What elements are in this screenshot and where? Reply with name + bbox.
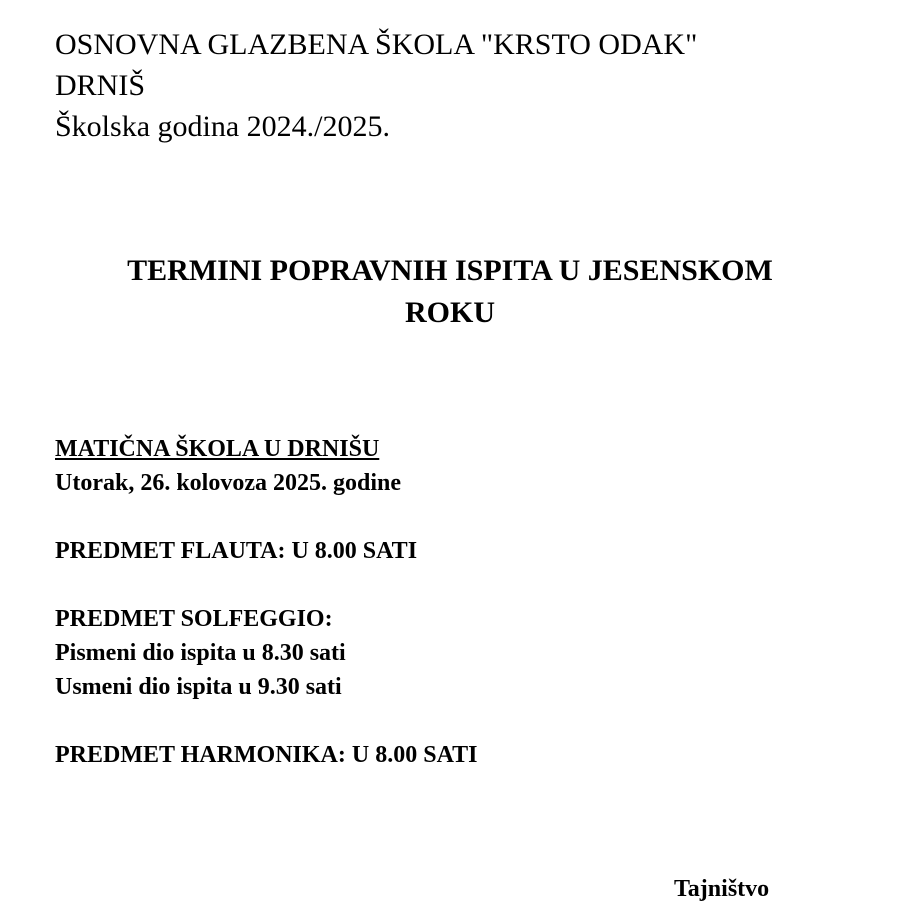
exam-date: Utorak, 26. kolovoza 2025. godine [55, 470, 402, 496]
title-line1: TERMINI POPRAVNIH ISPITA U JESENSKOM [127, 254, 773, 287]
section-heading: MATIČNA ŠKOLA U DRNIŠU [55, 436, 380, 462]
exam-solfeggio-oral: Usmeni dio ispita u 9.30 sati [55, 674, 342, 700]
exam-solfeggio-written: Pismeni dio ispita u 8.30 sati [55, 640, 346, 666]
spacer [55, 704, 477, 738]
title-line2: ROKU [405, 296, 495, 329]
school-name-line2: DRNIŠ [55, 69, 146, 102]
spacer [55, 568, 477, 602]
school-name-line1: OSNOVNA GLAZBENA ŠKOLA "KRSTO ODAK" [55, 28, 698, 61]
document-header [55, 24, 697, 147]
exam-schedule [55, 432, 477, 772]
signature: Tajništvo [674, 876, 770, 902]
spacer [55, 500, 477, 534]
exam-solfeggio-heading: PREDMET SOLFEGGIO: [55, 606, 333, 632]
exam-flauta: PREDMET FLAUTA: U 8.00 SATI [55, 538, 418, 564]
exam-harmonika: PREDMET HARMONIKA: U 8.00 SATI [55, 742, 478, 768]
school-year: Školska godina 2024./2025. [55, 110, 390, 143]
document-title [0, 250, 900, 334]
